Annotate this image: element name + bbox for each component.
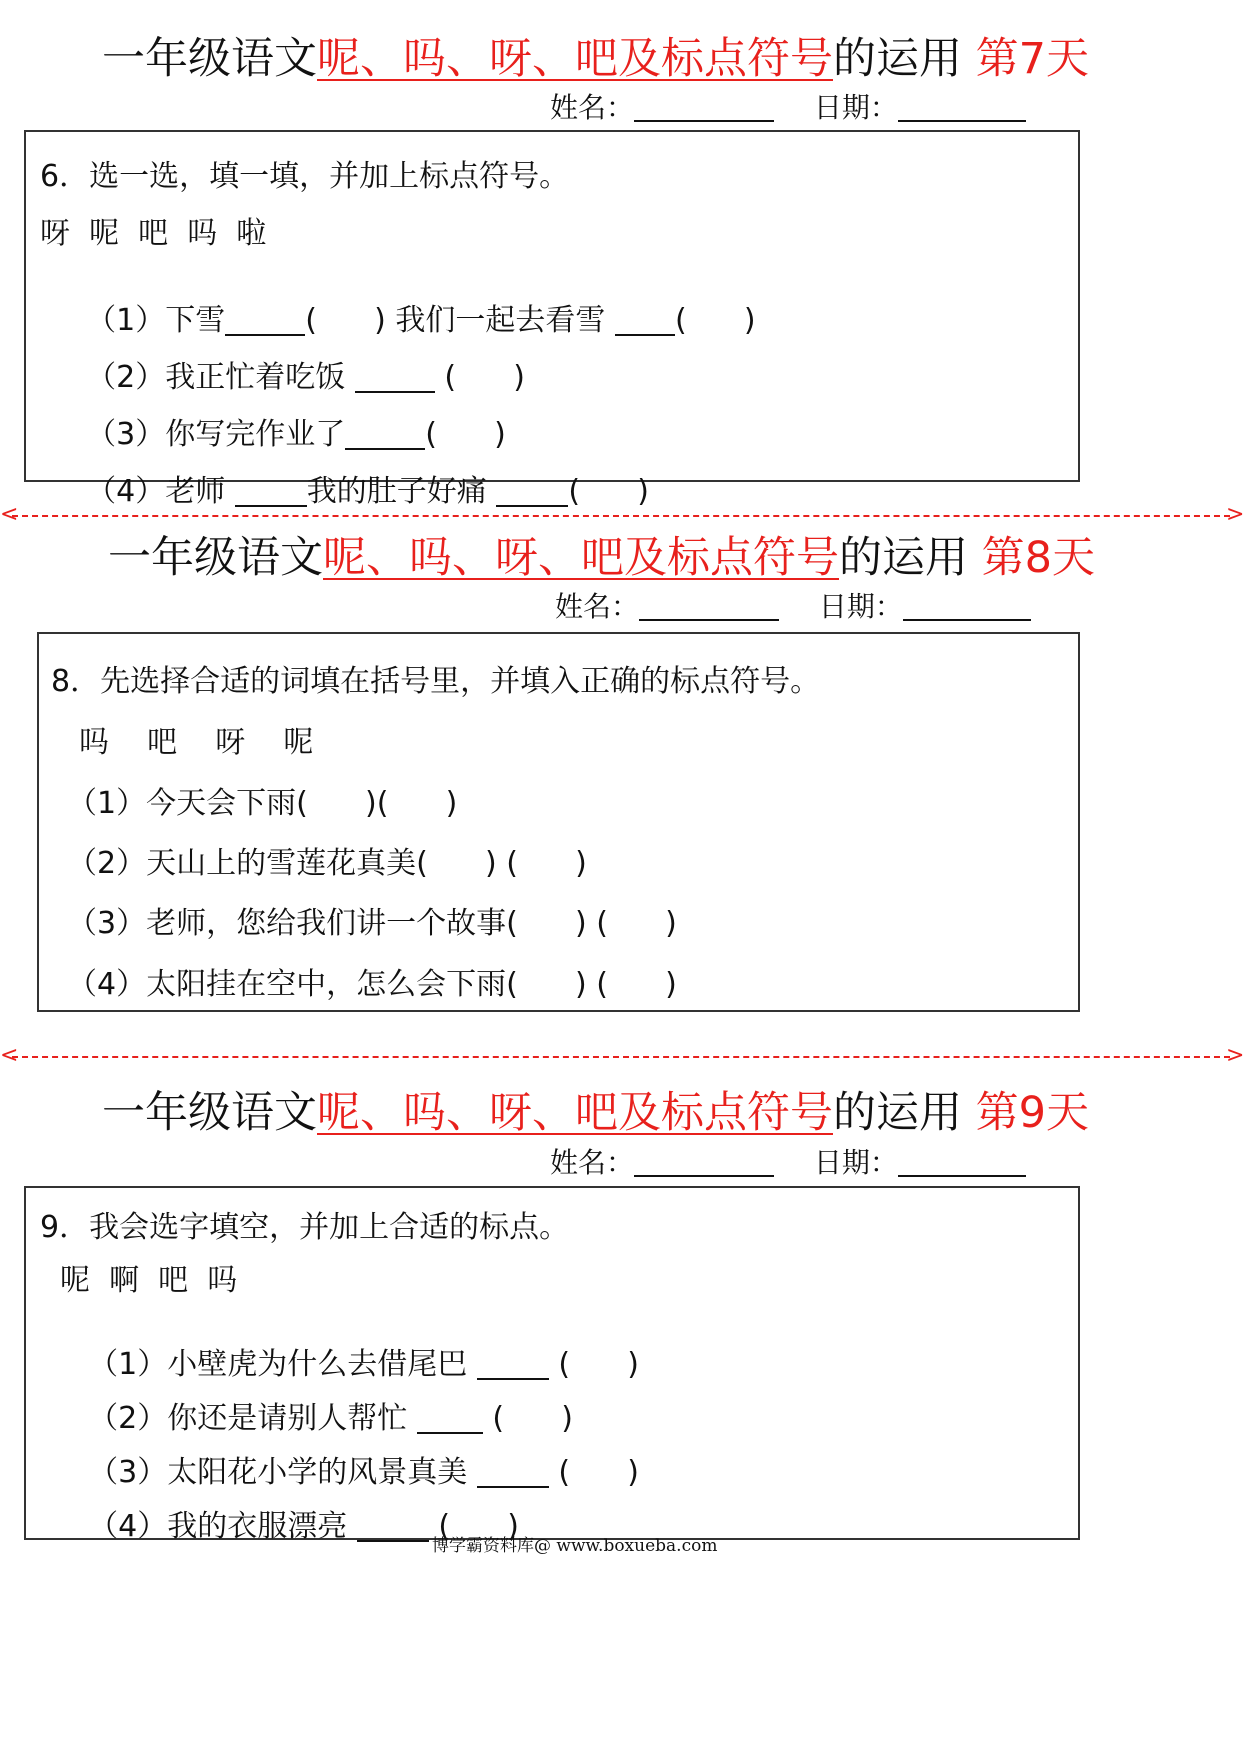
answer-blank[interactable]	[615, 308, 675, 336]
item-3: （3）太阳花小学的风景真美 ( )	[88, 1455, 639, 1490]
section1-box	[24, 130, 1080, 509]
answer-blank[interactable]	[345, 422, 425, 450]
date-field[interactable]	[903, 595, 1031, 621]
item-1: （1）小壁虎为什么去借尾巴 ( )	[88, 1347, 639, 1382]
cut-line-divider	[12, 515, 1230, 517]
date-field[interactable]	[898, 1151, 1026, 1177]
name-field[interactable]	[634, 1151, 774, 1177]
section1-name-date-row	[550, 91, 1026, 124]
footer-watermark: 博学霸资料库@ www.boxueba.com	[432, 1536, 718, 1556]
item-4: （4）老师 我的肚子好痛 ( )	[86, 474, 649, 509]
item-1: （1）今天会下雨( )( )	[67, 786, 458, 821]
answer-blank[interactable]	[355, 365, 435, 393]
arrow-right-icon: >	[1226, 502, 1244, 527]
cut-line-divider	[12, 1056, 1230, 1058]
section3-box	[24, 1186, 1080, 1544]
arrow-right-icon: >	[1226, 1043, 1244, 1068]
item-2: （2）天山上的雪莲花真美( ) ( )	[67, 846, 587, 881]
name-label: 姓名：	[550, 1146, 635, 1179]
section2-title: 一年级语文呢、吗、呀、吧及标点符号的运用 第8天	[108, 533, 1096, 583]
section2-name-date-row	[555, 590, 1031, 623]
choice-words: 呀 呢 吧 吗 啦	[40, 216, 267, 251]
item-2: （2）我正忙着吃饭 ( )	[86, 360, 525, 395]
date-field[interactable]	[898, 96, 1026, 122]
question-6: 6．选一选，填一填，并加上标点符号。	[40, 159, 570, 194]
question-9: 9．我会选字填空，并加上合适的标点。	[40, 1210, 570, 1245]
item-3: （3）老师，您给我们讲一个故事( ) ( )	[67, 906, 677, 941]
item-3: （3）你写完作业了 ( )	[86, 417, 506, 452]
item-4: （4）太阳挂在空中，怎么会下雨( ) ( )	[67, 967, 677, 1002]
item-2: （2）你还是请别人帮忙 ( )	[88, 1401, 573, 1436]
item-1: （1）下雪 ( ) 我们一起去看雪 ( )	[86, 303, 756, 338]
date-label: 日期：	[813, 91, 898, 124]
section1-title: 一年级语文呢、吗、呀、吧及标点符号的运用 第7天	[102, 34, 1090, 84]
choice-words: 吗 吧 呀 呢	[79, 725, 314, 760]
name-field[interactable]	[634, 96, 774, 122]
answer-blank[interactable]	[496, 479, 568, 507]
answer-blank[interactable]	[225, 308, 305, 336]
answer-blank[interactable]	[235, 479, 307, 507]
date-label: 日期：	[818, 590, 903, 623]
item-4: （4）我的衣服漂亮 ( )	[88, 1509, 519, 1544]
name-field[interactable]	[639, 595, 779, 621]
arrow-left-icon: <	[0, 502, 19, 527]
answer-blank[interactable]	[357, 1514, 429, 1542]
section2-box	[37, 632, 1080, 1012]
name-label: 姓名：	[555, 590, 640, 623]
section3-title: 一年级语文呢、吗、呀、吧及标点符号的运用 第9天	[102, 1088, 1090, 1138]
name-label: 姓名：	[550, 91, 635, 124]
question-8: 8．先选择合适的词填在括号里，并填入正确的标点符号。	[51, 664, 821, 699]
date-label: 日期：	[813, 1146, 898, 1179]
section3-name-date-row	[550, 1146, 1026, 1179]
choice-words: 呢 啊 吧 吗	[60, 1263, 238, 1298]
arrow-left-icon: <	[0, 1043, 19, 1068]
